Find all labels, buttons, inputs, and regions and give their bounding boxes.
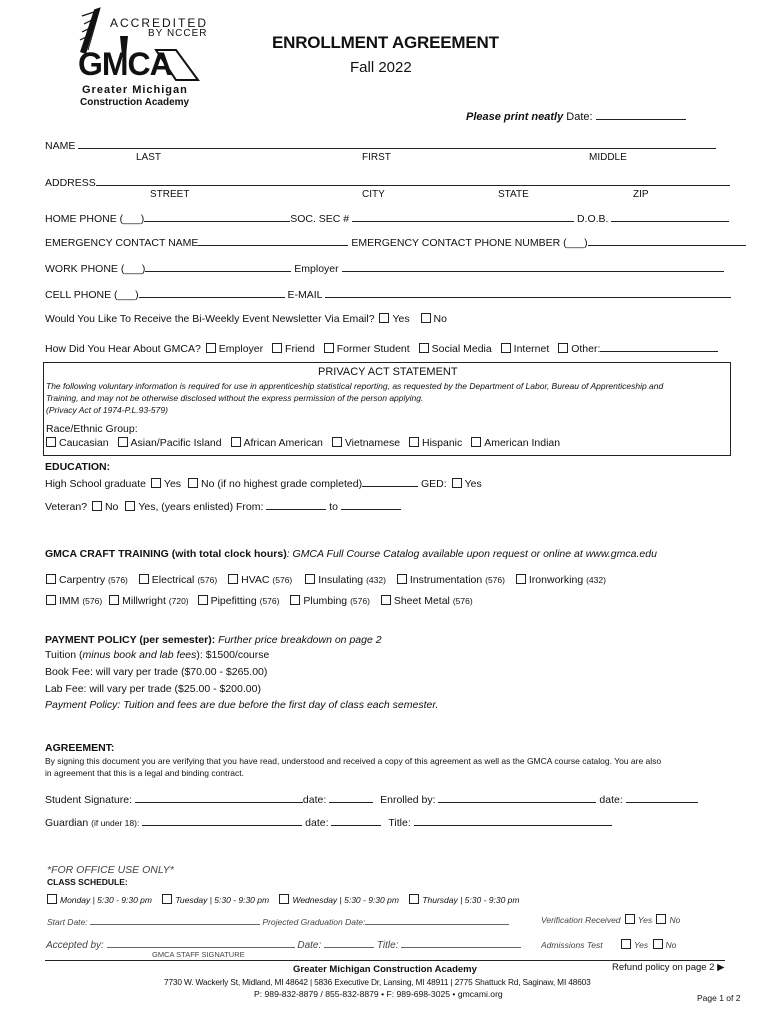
logo-accredited: ACCREDITED bbox=[110, 16, 209, 30]
veteran-label: Veteran? bbox=[45, 501, 88, 513]
middle-label: MIDDLE bbox=[589, 152, 627, 163]
gmca-logo bbox=[60, 6, 220, 110]
hear-social-media-checkbox[interactable] bbox=[419, 343, 429, 353]
enrolled-date-field[interactable] bbox=[626, 791, 698, 803]
insulating-hours: (432) bbox=[366, 575, 386, 585]
race-vietnamese-label: Vietnamese bbox=[344, 437, 401, 449]
accepted-by-field[interactable] bbox=[107, 937, 295, 948]
payment-heading-note: Further price breakdown on page 2 bbox=[218, 634, 382, 646]
sheet-metal-hours: (576) bbox=[452, 596, 473, 606]
race-hispanic-label: Hispanic bbox=[422, 437, 463, 449]
street-label: STREET bbox=[150, 189, 190, 200]
email-field[interactable] bbox=[325, 286, 731, 298]
veteran-no-label: No bbox=[104, 501, 119, 513]
arrow-right-icon: ▶ bbox=[717, 962, 725, 973]
instrumentation-label: Instrumentation bbox=[409, 574, 483, 586]
veteran-no-checkbox[interactable] bbox=[92, 501, 102, 511]
print-note: Please print neatly bbox=[466, 111, 564, 123]
logo-by-nccer: BY NCCER bbox=[148, 28, 208, 39]
name-label: NAME bbox=[45, 140, 76, 152]
admissions-no-label: No bbox=[665, 940, 677, 950]
hear-friend-label: Friend bbox=[285, 343, 315, 355]
tuesday-label: Tuesday | 5:30 - 9:30 pm bbox=[175, 895, 270, 905]
verification-yes-label: Yes bbox=[637, 915, 653, 925]
electrical-label: Electrical bbox=[151, 574, 195, 586]
office-heading: *FOR OFFICE USE ONLY* bbox=[47, 864, 174, 876]
state-label: STATE bbox=[498, 189, 529, 200]
accepted-by-label: Accepted by: bbox=[46, 940, 104, 951]
hear-question: How Did You Hear About GMCA? bbox=[45, 343, 201, 355]
privacy-line3: (Privacy Act of 1974-P.L.93-579) bbox=[46, 405, 168, 415]
imm-checkbox[interactable] bbox=[46, 595, 56, 605]
thursday-checkbox[interactable] bbox=[409, 894, 419, 904]
pipefitting-checkbox[interactable] bbox=[198, 595, 208, 605]
highest-grade-field[interactable] bbox=[362, 475, 418, 487]
hear-employer-checkbox[interactable] bbox=[206, 343, 216, 353]
hs-no-label: No (if no highest grade completed) bbox=[200, 478, 363, 490]
imm-label: IMM bbox=[59, 595, 80, 607]
newsletter-question: Would You Like To Receive the Bi-Weekly Event Newsletter Via Email? bbox=[45, 313, 375, 325]
sheet-metal-checkbox[interactable] bbox=[381, 595, 391, 605]
veteran-to-label: to bbox=[329, 501, 339, 513]
race-african-american-label: African American bbox=[243, 437, 323, 449]
verification-yes-checkbox[interactable] bbox=[625, 914, 635, 924]
email-label: E-MAIL bbox=[287, 289, 323, 301]
millwright-label: Millwright bbox=[122, 595, 166, 607]
wednesday-checkbox[interactable] bbox=[279, 894, 289, 904]
ged-yes-label: Yes bbox=[464, 478, 482, 490]
race-caucasian-label: Caucasian bbox=[59, 437, 109, 449]
agreement-text1: By signing this document you are verifying that you have read, understood and received a copy of this agreement as well as the GMCA course catalog. You are also bbox=[45, 756, 662, 766]
admissions-yes-checkbox[interactable] bbox=[621, 939, 631, 949]
city-label: CITY bbox=[362, 189, 385, 200]
hear-other-label: Other: bbox=[571, 343, 601, 355]
hvac-label: HVAC bbox=[241, 574, 270, 586]
work-phone-field[interactable] bbox=[145, 260, 291, 272]
instrumentation-checkbox[interactable] bbox=[397, 574, 407, 584]
hs-yes-label: Yes bbox=[163, 478, 182, 490]
thursday-label: Thursday | 5:30 - 9:30 pm bbox=[422, 895, 520, 905]
ged-label: GED: bbox=[421, 478, 447, 490]
dob-label: D.O.B. bbox=[576, 213, 609, 225]
page-title: ENROLLMENT AGREEMENT bbox=[272, 33, 499, 52]
name-field[interactable] bbox=[78, 137, 716, 149]
logo-line2: Construction Academy bbox=[80, 97, 190, 108]
guardian-label: Guardian bbox=[45, 817, 89, 829]
agreement-text2: in agreement that this is a legal and binding contract. bbox=[45, 768, 244, 778]
student-date-label: date: bbox=[302, 794, 327, 806]
emergency-phone-label: EMERGENCY CONTACT PHONE NUMBER (___) bbox=[351, 237, 588, 249]
home-phone-label: HOME PHONE (___) bbox=[45, 213, 145, 225]
pipefitting-label: Pipefitting bbox=[210, 595, 257, 607]
verification-label: Verification Received bbox=[541, 915, 621, 925]
plumbing-hours: (576) bbox=[350, 596, 370, 606]
term: Fall 2022 bbox=[350, 59, 412, 76]
education-heading: EDUCATION: bbox=[45, 461, 111, 473]
race-hispanic-checkbox[interactable] bbox=[409, 437, 419, 447]
hear-social-media-label: Social Media bbox=[431, 343, 492, 355]
newsletter-no-label: No bbox=[433, 313, 447, 325]
veteran-yes-label: Yes, (years enlisted) From: bbox=[138, 501, 264, 513]
race-label: Race/Ethnic Group: bbox=[46, 423, 138, 435]
payment-heading: PAYMENT POLICY (per semester): bbox=[45, 634, 216, 646]
admissions-yes-label: Yes bbox=[633, 940, 649, 950]
logo-name: GMCA bbox=[78, 46, 172, 82]
monday-label: Monday | 5:30 - 9:30 pm bbox=[60, 895, 152, 905]
training-heading: GMCA CRAFT TRAINING (with total clock hours) bbox=[45, 548, 287, 560]
hvac-hours: (576) bbox=[272, 575, 293, 585]
enrolled-date-label: date: bbox=[599, 794, 623, 806]
date-field[interactable] bbox=[596, 108, 686, 120]
logo-line1: Greater Michigan bbox=[82, 84, 188, 96]
privacy-line2: Training, and may not be otherwise disclosed without the express permission of the person applying. bbox=[46, 393, 424, 403]
race-american-indian-label: American Indian bbox=[484, 437, 561, 449]
electrical-checkbox[interactable] bbox=[139, 574, 149, 584]
employer-label: Employer bbox=[294, 263, 339, 275]
hs-label: High School graduate bbox=[45, 478, 146, 490]
class-schedule-label: CLASS SCHEDULE: bbox=[47, 877, 128, 887]
page-number: Page 1 of 2 bbox=[697, 993, 741, 1003]
hear-employer-label: Employer bbox=[218, 343, 264, 355]
training-note: : GMCA Full Course Catalog available upon request or online at www.gmca.edu bbox=[286, 548, 657, 560]
student-signature-field[interactable] bbox=[135, 791, 303, 803]
start-date-label: Start Date: bbox=[47, 917, 88, 927]
work-phone-label: WORK PHONE (___) bbox=[45, 263, 146, 275]
emergency-phone-field[interactable] bbox=[588, 234, 746, 246]
imm-hours: (576) bbox=[82, 596, 103, 606]
race-asian-label: Asian/Pacific Island bbox=[130, 437, 222, 449]
hs-yes-checkbox[interactable] bbox=[151, 478, 161, 488]
newsletter-no-checkbox[interactable] bbox=[421, 313, 431, 323]
guardian-date-field[interactable] bbox=[331, 814, 381, 826]
lab-fee: Lab Fee: will vary per trade ($25.00 - $200.00) bbox=[45, 683, 261, 695]
race-african-american-checkbox[interactable] bbox=[231, 437, 241, 447]
verification-no-label: No bbox=[669, 915, 681, 925]
plumbing-label: Plumbing bbox=[303, 595, 348, 607]
carpentry-hours: (576) bbox=[108, 575, 128, 585]
office-title-label: Title: bbox=[376, 940, 399, 951]
dob-field[interactable] bbox=[611, 210, 729, 222]
carpentry-checkbox[interactable] bbox=[46, 574, 56, 584]
emergency-name-label: EMERGENCY CONTACT NAME bbox=[45, 237, 199, 249]
insulating-label: Insulating bbox=[318, 574, 364, 586]
electrical-hours: (576) bbox=[197, 575, 218, 585]
cell-phone-field[interactable] bbox=[139, 286, 285, 298]
office-date-field[interactable] bbox=[324, 937, 374, 948]
admissions-no-checkbox[interactable] bbox=[653, 939, 663, 949]
employer-field[interactable] bbox=[342, 260, 724, 272]
veteran-from-field[interactable] bbox=[266, 498, 326, 510]
office-title-field[interactable] bbox=[401, 937, 521, 948]
last-label: LAST bbox=[136, 152, 162, 163]
office-date-label: Date: bbox=[297, 940, 322, 951]
veteran-yes-checkbox[interactable] bbox=[125, 501, 135, 511]
enrolled-by-field[interactable] bbox=[438, 791, 596, 803]
proj-grad-field[interactable] bbox=[365, 914, 509, 925]
guardian-title-label: Title: bbox=[388, 817, 411, 829]
payment-policy: Payment Policy: Tuition and fees are due before the first day of class each semester. bbox=[45, 699, 439, 711]
hear-former-student-label: Former Student bbox=[336, 343, 410, 355]
agreement-heading: AGREEMENT: bbox=[45, 742, 115, 754]
tuition-text-b: minus book and lab fees bbox=[82, 649, 197, 661]
guardian-title-field[interactable] bbox=[414, 814, 612, 826]
race-asian-checkbox[interactable] bbox=[118, 437, 128, 447]
home-phone-field[interactable] bbox=[144, 210, 290, 222]
hear-other-checkbox[interactable] bbox=[558, 343, 568, 353]
ironworking-hours: (432) bbox=[586, 575, 606, 585]
race-vietnamese-checkbox[interactable] bbox=[332, 437, 342, 447]
student-signature-label: Student Signature: bbox=[45, 794, 132, 806]
hear-other-field[interactable] bbox=[600, 340, 718, 352]
admissions-test-label: Admissions Test bbox=[541, 940, 603, 950]
race-american-indian-checkbox[interactable] bbox=[471, 437, 481, 447]
hear-internet-label: Internet bbox=[513, 343, 550, 355]
emergency-name-field[interactable] bbox=[198, 234, 348, 246]
start-date-field[interactable] bbox=[90, 914, 260, 925]
veteran-to-field[interactable] bbox=[341, 498, 401, 510]
privacy-title: PRIVACY ACT STATEMENT bbox=[318, 366, 458, 378]
race-caucasian-checkbox[interactable] bbox=[46, 437, 56, 447]
address-label: ADDRESS bbox=[45, 177, 96, 189]
refund-note: Refund policy on page 2 bbox=[612, 962, 715, 973]
hear-former-student-checkbox[interactable] bbox=[324, 343, 334, 353]
tuition-text-c: ): $1500/course bbox=[196, 649, 270, 661]
hear-internet-checkbox[interactable] bbox=[501, 343, 511, 353]
date-label: Date: bbox=[566, 111, 593, 123]
sheet-metal-label: Sheet Metal bbox=[393, 595, 450, 607]
hear-friend-checkbox[interactable] bbox=[272, 343, 282, 353]
hvac-checkbox[interactable] bbox=[228, 574, 238, 584]
guardian-date-label: date: bbox=[305, 817, 329, 829]
hs-no-checkbox[interactable] bbox=[188, 478, 198, 488]
cell-phone-label: CELL PHONE (___) bbox=[45, 289, 139, 301]
millwright-hours: (720) bbox=[168, 596, 189, 606]
ironworking-label: Ironworking bbox=[528, 574, 584, 586]
tuition-text-a: Tuition ( bbox=[45, 649, 83, 661]
plumbing-checkbox[interactable] bbox=[290, 595, 300, 605]
guardian-signature-field[interactable] bbox=[142, 814, 302, 826]
wednesday-label: Wednesday | 5:30 - 9:30 pm bbox=[292, 895, 399, 905]
ironworking-checkbox[interactable] bbox=[516, 574, 526, 584]
proj-grad-label: Projected Graduation Date: bbox=[262, 917, 366, 927]
monday-checkbox[interactable] bbox=[47, 894, 57, 904]
carpentry-label: Carpentry bbox=[59, 574, 106, 586]
enrolled-by-label: Enrolled by: bbox=[380, 794, 436, 806]
instrumentation-hours: (576) bbox=[485, 575, 505, 585]
tuesday-checkbox[interactable] bbox=[162, 894, 172, 904]
newsletter-yes-label: Yes bbox=[392, 313, 410, 325]
first-label: FIRST bbox=[362, 152, 391, 163]
footer-org: Greater Michigan Construction Academy bbox=[293, 964, 477, 975]
zip-label: ZIP bbox=[633, 189, 649, 200]
footer-address: 7730 W. Wackerly St, Midland, MI 48642 | 5836 Executive Dr, Lansing, MI 48911 | 2775 Shattuck Rd, Saginaw, MI 48603 bbox=[164, 977, 591, 987]
soc-sec-field[interactable] bbox=[352, 210, 574, 222]
insulating-checkbox[interactable] bbox=[305, 574, 315, 584]
soc-sec-label: SOC. SEC # bbox=[290, 213, 350, 225]
staff-signature-label: GMCA STAFF SIGNATURE bbox=[152, 950, 245, 959]
address-field[interactable] bbox=[96, 174, 730, 186]
privacy-line1: The following voluntary information is required for use in apprenticeship statistical reporting, as requested by the Department of Labor, Bureau of Apprenticeship and bbox=[46, 381, 664, 391]
millwright-checkbox[interactable] bbox=[109, 595, 119, 605]
student-date-field[interactable] bbox=[329, 791, 373, 803]
newsletter-yes-checkbox[interactable] bbox=[379, 313, 389, 323]
guardian-note: (if under 18): bbox=[91, 818, 140, 828]
footer-divider bbox=[45, 960, 725, 961]
pipefitting-hours: (576) bbox=[259, 596, 280, 606]
footer-contact: P: 989-832-8879 / 855-832-8879 • F: 989-698-3025 • gmcami.org bbox=[254, 989, 503, 999]
ged-yes-checkbox[interactable] bbox=[452, 478, 462, 488]
verification-no-checkbox[interactable] bbox=[656, 914, 666, 924]
book-fee: Book Fee: will vary per trade ($70.00 - $265.00) bbox=[45, 666, 268, 678]
